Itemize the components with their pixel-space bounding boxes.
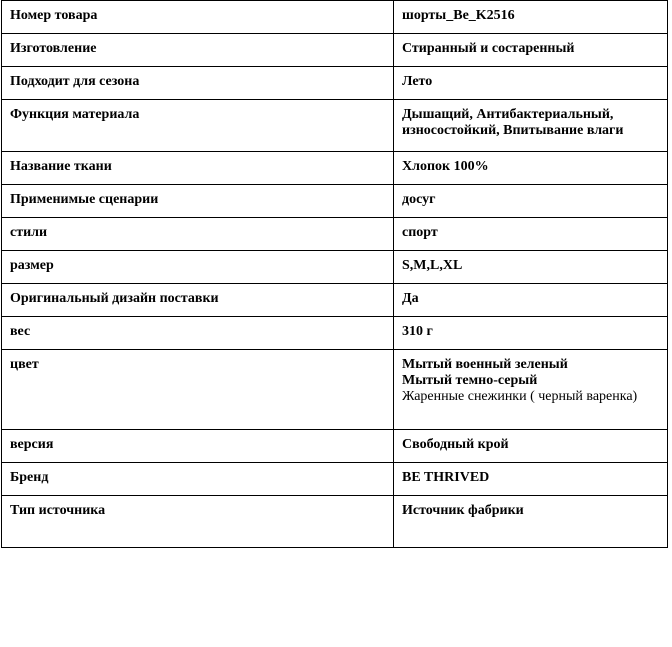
table-row	[2, 251, 668, 284]
table-row	[2, 317, 668, 350]
spec-value	[394, 496, 668, 548]
table-row	[2, 496, 668, 548]
spec-value-line: BE THRIVED	[402, 470, 490, 485]
spec-label: Название ткани	[2, 152, 394, 185]
table-row	[2, 284, 668, 317]
spec-value	[394, 350, 668, 430]
spec-value-line: Стиранный и состаренный	[402, 41, 575, 56]
spec-label: Функция материала	[2, 100, 394, 152]
spec-label: Оригинальный дизайн поставки	[2, 284, 394, 317]
spec-value-line: Мытый военный зеленый	[402, 357, 568, 372]
product-spec-table	[1, 0, 668, 548]
spec-value-line: шорты_Be_K2516	[402, 8, 515, 23]
table-row	[2, 430, 668, 463]
spec-value-line: Жаренные снежинки ( черный варенка)	[402, 389, 638, 404]
table-row	[2, 152, 668, 185]
table-row	[2, 1, 668, 34]
spec-value	[394, 1, 668, 34]
spec-value	[394, 251, 668, 284]
spec-label: Подходит для сезона	[2, 67, 394, 100]
spec-value-line: спорт	[402, 225, 438, 240]
spec-value	[394, 218, 668, 251]
spec-value-line: Источник фабрики	[402, 503, 524, 518]
spec-label: Применимые сценарии	[2, 185, 394, 218]
spec-label: Изготовление	[2, 34, 394, 67]
spec-value-line: Хлопок 100%	[402, 159, 489, 174]
spec-label: Тип источника	[2, 496, 394, 548]
spec-value-line: Свободный крой	[402, 437, 509, 452]
spec-label: Номер товара	[2, 1, 394, 34]
spec-value-line: Лето	[402, 74, 433, 89]
table-row	[2, 100, 668, 152]
spec-label: версия	[2, 430, 394, 463]
spec-label: Бренд	[2, 463, 394, 496]
spec-value	[394, 317, 668, 350]
spec-value-line: Мытый темно-серый	[402, 373, 538, 388]
spec-value-line: S,M,L,XL	[402, 258, 463, 273]
spec-label: размер	[2, 251, 394, 284]
spec-value-line: Дышащий, Антибактериальный, износостойкий, Впитывание влаги	[402, 107, 624, 138]
table-row	[2, 34, 668, 67]
spec-value	[394, 152, 668, 185]
spec-value	[394, 100, 668, 152]
table-row	[2, 350, 668, 430]
table-row	[2, 218, 668, 251]
table-row	[2, 463, 668, 496]
spec-label: цвет	[2, 350, 394, 430]
table-row	[2, 67, 668, 100]
spec-value	[394, 430, 668, 463]
spec-value	[394, 463, 668, 496]
spec-value	[394, 34, 668, 67]
spec-value	[394, 67, 668, 100]
spec-value-line: Да	[402, 291, 419, 306]
spec-label: вес	[2, 317, 394, 350]
spec-label: стили	[2, 218, 394, 251]
spec-value-line: 310 г	[402, 324, 433, 339]
spec-value	[394, 284, 668, 317]
table-row	[2, 185, 668, 218]
spec-value	[394, 185, 668, 218]
spec-value-line: досуг	[402, 192, 436, 207]
